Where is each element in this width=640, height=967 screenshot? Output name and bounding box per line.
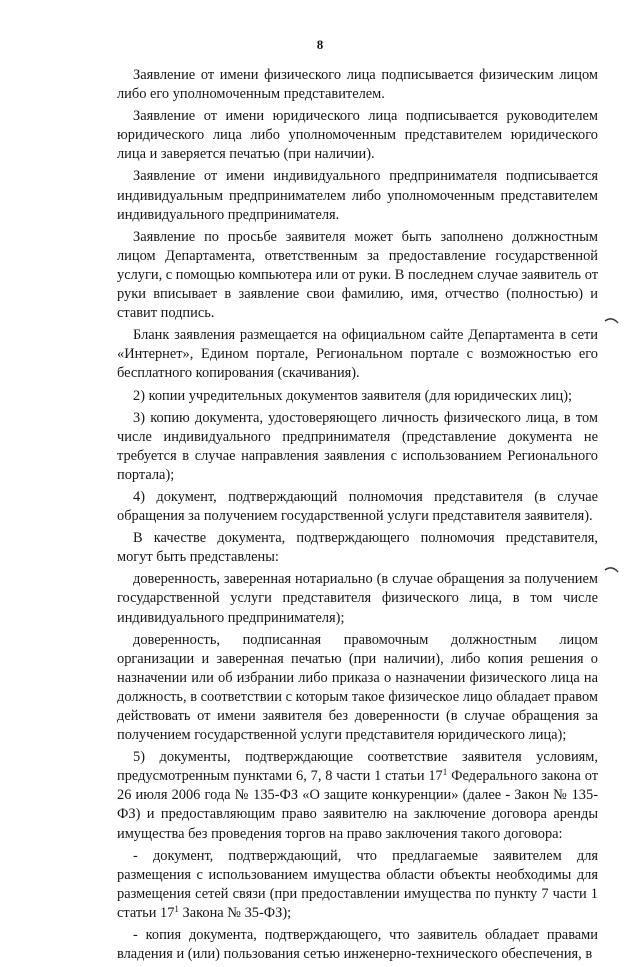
communication-networks-text-before: - документ, подтверждающий, что предлагаемые заявителем для размещения с использованием имущества области объекты необходимы для размещения сетей связи (при предоставлении имущества по пункту 7 части 1 статьи 17 (117, 847, 598, 921)
list-item-3: 3) копию документа, удостоверяющего личность физического лица, в том числе индивидуального предпринимателя (представление документа не требуется в случае направления заявления с использованием Регионального портала); (117, 409, 598, 483)
scan-artifact-mark (604, 316, 620, 326)
document-body (117, 66, 598, 967)
paragraph-form-publication: Бланк заявления размещается на официальном сайте Департамента в сети «Интернет», Едином портале, Региональном портале с возможностью его бесплатного копирования (скачивания). (117, 327, 598, 382)
communication-networks-text-after: Закона № 35-ФЗ); (178, 904, 292, 921)
scan-artifact-mark (604, 565, 620, 575)
list-item-5-text-after: Федерального закона от 26 июля 2006 года № 135-ФЗ «О защите конкуренции» (далее - Закон № 135-ФЗ) и предоставляющим право заявителю на заключение договора аренды имущества без проведения торгов на право заключения такого договора: (117, 768, 598, 842)
paragraph-signature-legal-entity: Заявление от имени юридического лица подписывается руководителем юридического лица либо уполномоченным представителем юридического лица и заверяется печатью (при наличии). (117, 108, 598, 163)
list-item-2: 2) копии учредительных документов заявителя (для юридических лиц); (133, 387, 573, 404)
list-item-5 (117, 748, 598, 843)
paragraph-signature-entrepreneur: Заявление от имени индивидуального предпринимателя подписывается индивидуальным предпринимателем либо уполномоченным представителем индивидуального предпринимателя. (117, 168, 598, 223)
paragraph-signature-individual: Заявление от имени физического лица подписывается физическим лицом либо его уполномоченным представителем. (117, 67, 598, 103)
superscript: 1 (174, 903, 179, 914)
paragraph-filled-by-official: Заявление по просьбе заявителя может быть заполнено должностным лицом Департамента, ответственным за предоставление государственной услуги, с помощью компьютера или от руки. В последнем случае заявитель от руки вписывает в заявление свои фамилию, имя, отчество (полностью) и ставит подпись. (117, 228, 598, 322)
paragraph-signed-power-of-attorney: доверенность, подписанная правомочным должностным лицом организации и заверенная печатью (при наличии), либо копия решения о назначении или об избрании либо приказа о назначении физического лица на должность, в соответствии с которым такое физическое лицо обладает правом действовать от имени заявителя без доверенности (в случае обращения за получением государственной услуги представителя юридического лица); (117, 631, 598, 744)
paragraph-ownership-rights: - копия документа, подтверждающего, что заявитель обладает правами владения и (или) пользования сетью инженерно-технического обеспечения, в (117, 927, 598, 963)
list-item-4: 4) документ, подтверждающий полномочия представителя (в случае обращения за получением государственной услуги представителя заявителя). (117, 488, 598, 525)
paragraph-communication-networks (117, 847, 598, 923)
list-item-5-text-before: 5) документы, подтверждающие соответствие заявителя условиям, предусмотренным пунктами 6, 7, 8 части 1 статьи 17 (117, 749, 598, 785)
paragraph-notarized-power-of-attorney: доверенность, заверенная нотариально (в случае обращения за получением государственной услуги представителя физического лица, в том числе индивидуального предпринимателя); (117, 571, 598, 626)
paragraph-authority-documents: В качестве документа, подтверждающего полномочия представителя, могут быть представлены: (117, 530, 598, 566)
page-number: 8 (316, 37, 324, 52)
superscript: 1 (442, 767, 448, 778)
